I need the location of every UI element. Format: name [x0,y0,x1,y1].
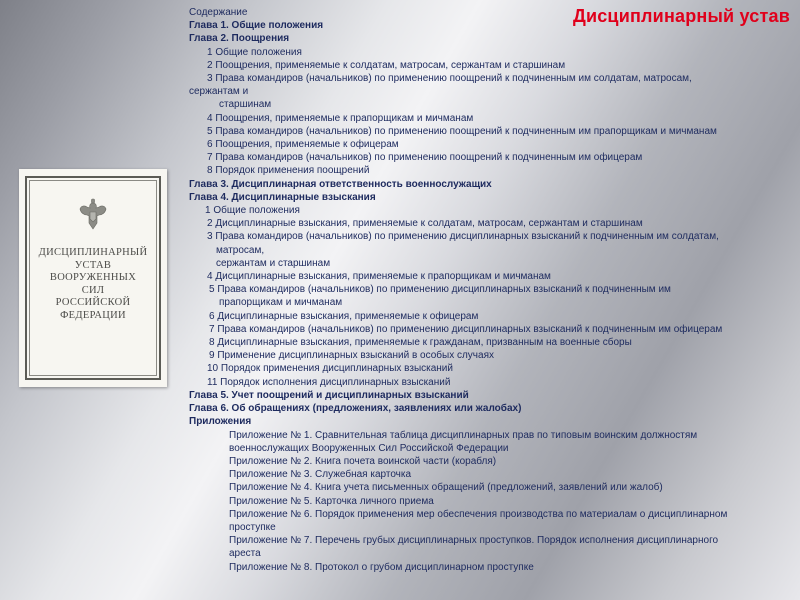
book-title-line: ФЕДЕРАЦИИ [60,309,126,321]
contents-chapter: Глава 1. Общие положения [189,20,324,32]
contents-item: 8 Дисциплинарные взыскания, применяемые к гражданам, призванным на военные сборы [209,337,632,349]
contents-item: 4 Поощрения, применяемые к прапорщикам и мичманам [207,112,474,124]
book-cover [19,169,167,387]
contents-chapter: Приложения [189,416,252,428]
contents-appendix: Приложение № 8. Протокол о грубом дисциплинарном проступке [229,561,534,573]
contents-appendix: проступке [229,521,276,533]
contents-appendix: Приложение № 1. Сравнительная таблица дисциплинарных прав по типовым воинским должностям [229,429,698,441]
contents-chapter: Глава 5. Учет поощрений и дисциплинарных взысканий [189,389,469,401]
contents-item: 8 Порядок применения поощрений [207,165,370,177]
contents-appendix: Приложение № 5. Карточка личного приема [229,495,434,507]
contents-item: 6 Поощрения, применяемые к офицерам [207,139,399,151]
contents-appendix: Приложение № 4. Книга учета письменных обращений (предложений, заявлений или жалоб) [229,482,663,494]
contents-item: 6 Дисциплинарные взыскания, применяемые к офицерам [209,310,479,322]
contents-item: 7 Права командиров (начальников) по применению дисциплинарных взысканий к подчиненным им офицерам [209,323,723,335]
contents-item: матросам, [216,244,265,256]
contents-item: 9 Применение дисциплинарных взысканий в особых случаях [209,350,494,362]
contents-appendix: Приложение № 6. Порядок применения мер обеспечения производства по материалам о дисциплинарном [229,508,728,520]
contents-chapter: Глава 3. Дисциплинарная ответственность военнослужащих [189,178,492,190]
contents-item: 4 Дисциплинарные взыскания, применяемые к прапорщикам и мичманам [207,271,551,283]
contents-item: сержантам и старшинам [216,257,331,269]
contents-item: 10 Порядок применения дисциплинарных взысканий [207,363,453,375]
contents-list [189,19,789,574]
book-title-line: СИЛ [81,284,105,296]
contents-appendix: Приложение № 3. Служебная карточка [229,469,412,481]
contents-heading: Содержание [189,7,248,18]
contents-item: 2 Дисциплинарные взыскания, применяемые к солдатам, матросам, сержантам и старшинам [207,218,643,230]
contents-appendix: Приложение № 7. Перечень грубых дисциплинарных проступков. Порядок исполнения дисциплинарного [229,535,719,547]
contents-chapter: Глава 2. Поощрения [189,33,290,45]
contents-item: 5 Права командиров (начальников) по применению дисциплинарных взысканий к подчиненным им [209,284,671,296]
book-title-line: РОССИЙСКОЙ [55,297,131,308]
contents-item: 3 Права командиров (начальников) по применению дисциплинарных взысканий к подчиненным им солдатам, [207,231,719,243]
contents-item: прапорщикам и мичманам [219,297,343,309]
book-title-line: ДИСЦИПЛИНАРНЫЙ [38,247,148,258]
contents-appendix: Приложение № 2. Книга почета воинской части (корабля) [229,455,497,467]
slide-title: Дисциплинарный устав [572,6,790,26]
contents-item: 1 Общие положения [205,205,300,217]
contents-appendix: ареста [229,548,261,560]
contents-item: 1 Общие положения [207,46,302,58]
contents-item: 11 Порядок исполнения дисциплинарных взысканий [207,376,451,388]
book-cover-title [29,247,157,322]
russian-eagle-emblem-icon [78,198,108,232]
contents-chapter: Глава 6. Об обращениях (предложениях, заявлениях или жалобах) [189,403,522,415]
contents-appendix: военнослужащих Вооруженных Сил Российской Федерации [229,442,509,454]
contents-item: сержантам и [189,86,249,98]
contents-item: 2 Поощрения, применяемые к солдатам, матросам, сержантам и старшинам [207,59,566,71]
contents-item: 3 Права командиров (начальников) по применению поощрений к подчиненным им солдатам, матросам, [207,73,692,85]
book-title-line: ВООРУЖЕННЫХ [49,272,137,283]
contents-item: старшинам [219,99,272,111]
contents-item: 7 Права командиров (начальников) по применению поощрений к подчиненным им офицерам [207,152,643,164]
contents-item: 5 Права командиров (начальников) по применению поощрений к подчиненным им прапорщикам и мичманам [207,125,717,137]
table-of-contents [189,6,789,574]
book-title-line: УСТАВ [74,259,112,271]
contents-chapter: Глава 4. Дисциплинарные взыскания [189,191,376,203]
